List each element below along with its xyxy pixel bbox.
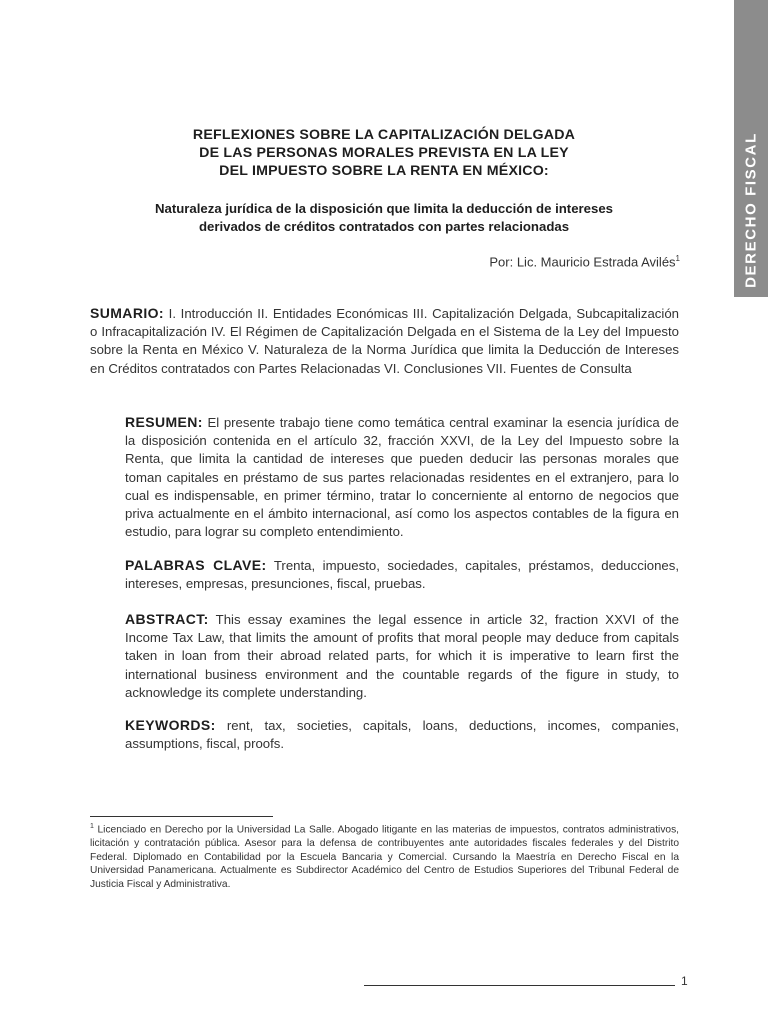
article-title-line: REFLEXIONES SOBRE LA CAPITALIZACIÓN DELGADA — [192, 127, 576, 143]
page-number-rule — [364, 985, 675, 986]
section-tab — [734, 0, 768, 297]
footnote-divider — [90, 816, 273, 817]
section-tab-label: DERECHO FISCAL — [742, 132, 760, 288]
keywords-text: rent, tax, societies, capitals, loans, deductions, incomes, companies, assumptions, fiscal, proofs. — [125, 718, 679, 752]
sumario-label: SUMARIO: — [90, 305, 164, 321]
article-subtitle-line: Naturaleza jurídica de la disposición que limita la deducción de intereses — [154, 201, 614, 216]
resumen-text: El presente trabajo tiene como temática central examinar la esencia jurídica de la disposición contenida en el artículo 32, fracción XXVI, de la Ley del Impuesto sobre la Renta, que limita la cantidad de intereses que pueden deducir las personas morales que toman capitales en préstamo de sus partes relacionadas residentes en el extranjero, para lo cual es indispensable, en primer término, tratar lo concerniente al entorno de negocios que priva actualmente en el ámbito internacional, así como los aspectos contables de la figura en estudio, para lograr su completo entendimiento. — [125, 415, 679, 540]
page-number: 1 — [681, 974, 688, 988]
palabras-clave-paragraph — [125, 556, 679, 593]
resumen-label: RESUMEN: — [125, 414, 203, 430]
sumario-text: I. Introducción II. Entidades Económicas III. Capitalización Delgada, Subcapitalización o Infracapitalización IV. El Régimen de Capitalización Delgada en el Sistema de la Ley del Impuesto sobre la Renta en México V. Naturaleza de la Norma Jurídica que limita la Deducción de Intereses en Créditos contratados con Partes Relacionadas VI. Conclusiones VII. Fuentes de Consulta — [90, 306, 679, 376]
abstract-label: ABSTRACT: — [125, 611, 209, 627]
article-subtitle — [90, 200, 678, 236]
article-title — [90, 126, 678, 180]
abstract-paragraph — [125, 610, 679, 702]
abstract-text: This essay examines the legal essence in article 32, fraction XXVI of the Income Tax Law, that limits the amount of profits that moral people may deduce from capitals taken in loan from their abroad related parts, for which it is imperative to learn first the international business environment and the countable regards of the figure in study, to acknowledge its complete understanding. — [125, 612, 679, 700]
keywords-paragraph — [125, 716, 679, 753]
article-title-line: DE LAS PERSONAS MORALES PREVISTA EN LA LEY — [199, 145, 569, 161]
article-subtitle-line: derivados de créditos contratados con partes relacionadas — [198, 219, 570, 234]
author-name: Por: Lic. Mauricio Estrada Avilés — [489, 254, 676, 270]
article-title-line: DEL IMPUESTO SOBRE LA RENTA EN MÉXICO: — [219, 163, 549, 179]
author-byline — [489, 254, 680, 269]
sumario-paragraph — [90, 304, 679, 378]
footnote-text: Licenciado en Derecho por la Universidad La Salle. Abogado litigante en las materias de impuestos, contratos administrativos, licitación y contratación pública. Asesor para la defensa de contribuyentes ante autoridades fiscales federales y del Distrito Federal. Diplomado en Contabilidad por la Escuela Bancaria y Comercial. Cursando la Maestría en Derecho Fiscal en la Universidad Panamericana. Actualmente es Subdirector Académico del Centro de Estudios Superiores del Tribunal Federal de Justicia Fiscal y Administrativa. — [90, 824, 679, 890]
footnote-reference: 1 — [675, 254, 680, 263]
resumen-paragraph — [125, 413, 679, 541]
palabras-clave-label: PALABRAS CLAVE: — [125, 557, 267, 573]
footnote — [90, 820, 679, 891]
keywords-label: KEYWORDS: — [125, 717, 216, 733]
footnote-mark: 1 — [90, 823, 94, 830]
palabras-clave-text: Trenta, impuesto, sociedades, capitales, préstamos, deducciones, intereses, empresas, presunciones, fiscal, pruebas. — [125, 558, 680, 592]
